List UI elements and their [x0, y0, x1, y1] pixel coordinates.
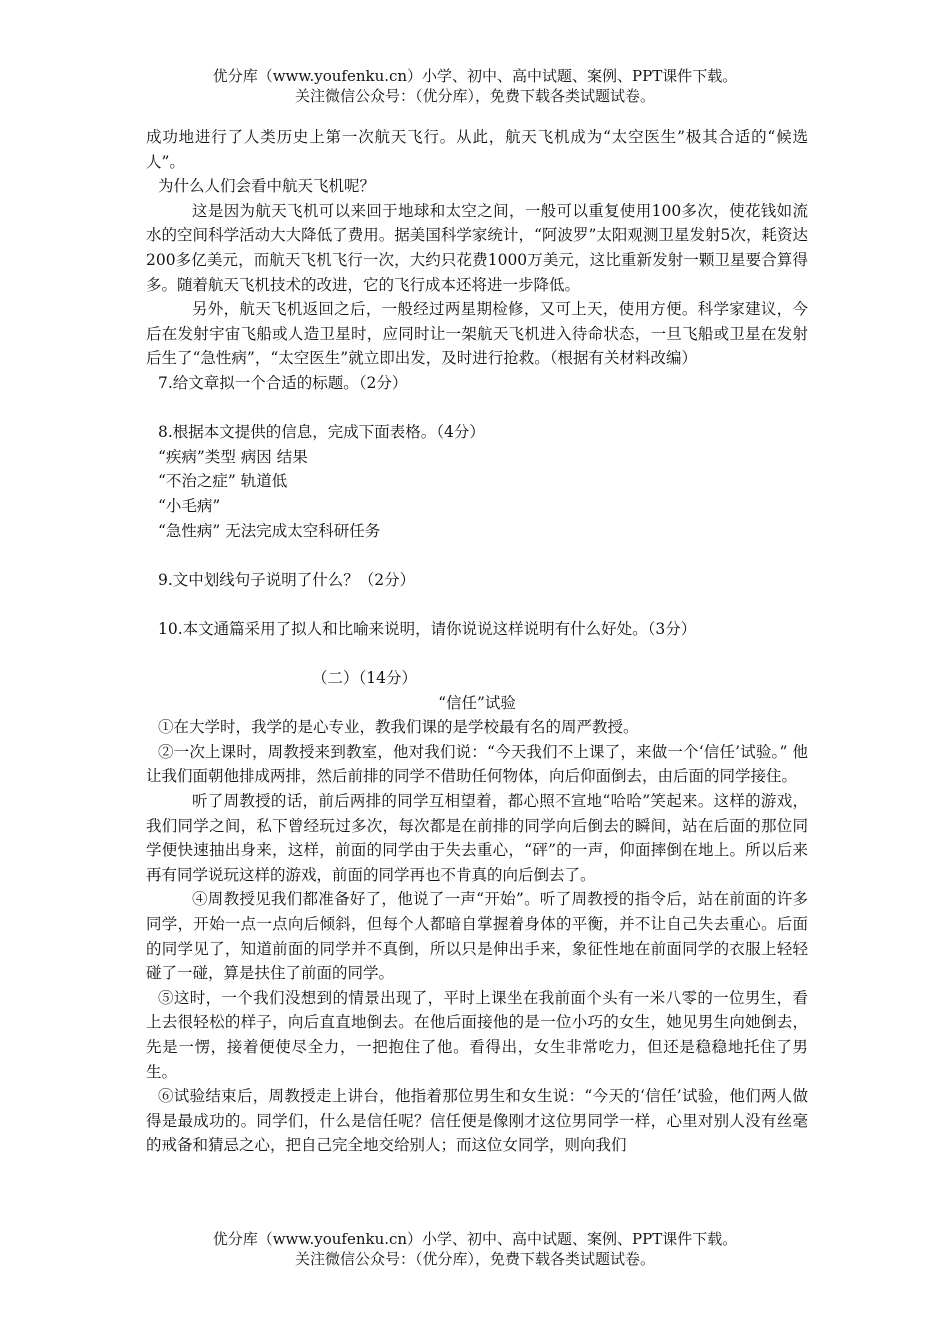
- article-paragraph-2: ②一次上课时，周教授来到教室，他对我们说：“今天我们不上课了，来做一个‘信任’试验。” 他让我们面朝他排成两排，然后前排的同学不借助任何物体，向后仰面倒去，由后面的同学接住。: [146, 742, 808, 786]
- passage1-paragraph-4: 另外，航天飞机返回之后，一般经过两星期检修，又可上天，使用方便。科学家建议，今后在发射宇宙飞船或人造卫星时，应同时让一架航天飞机进入待命状态，一旦飞船或卫星在发射后生了“急性病”，“太空医生”就立即出发，及时进行抢救。（根据有关材料改编）: [146, 300, 808, 368]
- article-title: “信任”试验: [438, 693, 516, 712]
- header-line-1: 优分库（www.youfenku.cn）小学、初中、高中试题、案例、PPT课件下载。: [212, 67, 738, 85]
- passage1-paragraph-1: 成功地进行了人类历史上第一次航天飞行。从此，航天飞机成为“太空医生”极其合适的“候选人”。: [146, 128, 808, 171]
- section-heading: （二）（14分）: [312, 669, 417, 688]
- question-10: 10.本文通篇采用了拟人和比喻来说明，请你说说这样说明有什么好处。（3分）: [158, 619, 697, 638]
- page-footer: [0, 1229, 950, 1269]
- answer-space: [146, 543, 808, 568]
- question-9: 9.文中划线句子说明了什么？（2分）: [158, 570, 416, 589]
- page-header: [0, 66, 950, 106]
- passage1-paragraph-3: 这是因为航天飞机可以来回于地球和太空之间，一般可以重复使用100多次，使花钱如流水的空间科学活动大大降低了费用。据美国科学家统计，“阿波罗”太阳观测卫星发射5次，耗资达200多亿美元，而航天飞机飞行一次，大约只花费1000万美元，这比重新发射一颗卫星要合算得多。随着航天飞机技术的改进，它的飞行成本还将进一步降低。: [146, 201, 808, 294]
- article-paragraph-1: ①在大学时，我学的是心专业，教我们课的是学校最有名的周严教授。: [158, 718, 639, 737]
- table-row: “疾病”类型 病因 结果: [158, 447, 308, 466]
- article-paragraph-4: ④周教授见我们都准备好了，他说了一声“开始”。听了周教授的指令后，站在前面的许多同学，开始一点一点向后倾斜，但每个人都暗自掌握着身体的平衡，并不让自己失去重心。后面的同学见了，知道前面的同学并不真倒，所以只是伸出手来，象征性地在前面同学的衣服上轻轻碰了一碰，算是扶住了前面的同学。: [146, 890, 808, 983]
- footer-line-1: 优分库（www.youfenku.cn）小学、初中、高中试题、案例、PPT课件下载。: [212, 1230, 738, 1248]
- table-row: “小毛病”: [158, 496, 221, 515]
- header-line-2: 关注微信公众号：（优分库），免费下载各类试题试卷。: [294, 87, 655, 105]
- table-row: “不治之症” 轨道低: [158, 472, 288, 491]
- question-7: 7.给文章拟一个合适的标题。（2分）: [158, 373, 408, 392]
- document-body: [146, 125, 808, 1158]
- article-paragraph-3: 听了周教授的话，前后两排的同学互相望着，都心照不宣地“哈哈”笑起来。这样的游戏，我们同学之间，私下曾经玩过多次，每次都是在前排的同学向后倒去的瞬间，站在后面的那位同学便快速抽出身来，这样，前面的同学由于失去重心，“砰”的一声，仰面摔倒在地上。所以后来再有同学说玩这样的游戏，前面的同学再也不肯真的向后倒去了。: [146, 792, 808, 884]
- article-paragraph-5: ⑤这时，一个我们没想到的情景出现了，平时上课坐在我前面个头有一米八零的一位男生，看上去很轻松的样子，向后直直地倒去。在他后面接他的是一位小巧的女生，她见男生向她倒去，先是一愣，接着便使尽全力，一把抱住了他。看得出，女生非常吃力，但还是稳稳地托住了男生。: [146, 988, 808, 1081]
- answer-space: [146, 641, 808, 666]
- answer-space: [146, 592, 808, 617]
- answer-table: [146, 445, 808, 543]
- table-row: “急性病” 无法完成太空科研任务: [158, 521, 381, 540]
- article-paragraph-6: ⑥试验结束后，周教授走上讲台，他指着那位男生和女生说：“今天的‘信任’试验，他们两人做得是最成功的。同学们，什么是信任呢？信任便是像刚才这位男同学一样，心里对别人没有丝毫的戒备和猜忌之心，把自己完全地交给别人；而这位女同学，则向我们: [146, 1087, 808, 1155]
- question-8: 8.根据本文提供的信息，完成下面表格。（4分）: [158, 423, 485, 442]
- answer-space: [146, 396, 808, 421]
- passage1-paragraph-2: 为什么人们会看中航天飞机呢？: [158, 177, 376, 196]
- footer-line-2: 关注微信公众号：（优分库），免费下载各类试题试卷。: [294, 1250, 655, 1268]
